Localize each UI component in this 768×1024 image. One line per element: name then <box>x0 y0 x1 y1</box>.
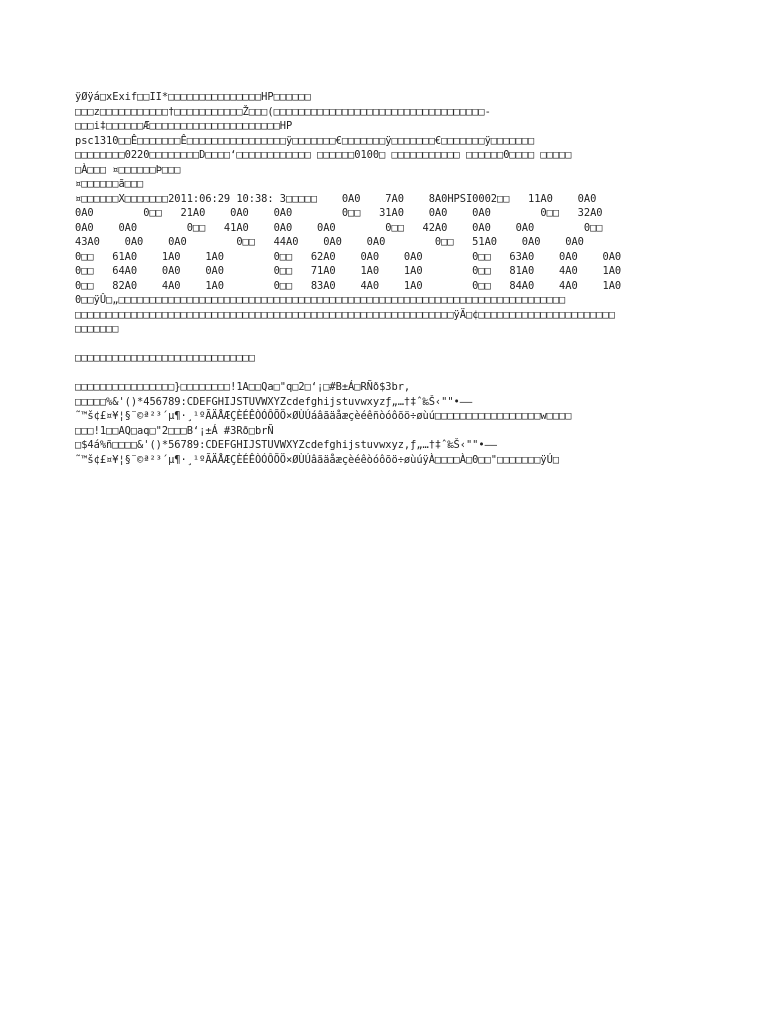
text-line: 0□□ 64A0 0A0 0A0 0□□ 71A0 1A0 1A0 0□□ 81A0 4A0 1A0 <box>75 265 622 277</box>
binary-text-dump <box>75 90 695 467</box>
text-line: ¤□□□□□□ã□□□ <box>75 178 144 190</box>
filler-glyph-line <box>75 351 695 366</box>
text-line: □À□□□ ¤□□□□□□Þ□□□ <box>75 163 181 176</box>
text-line: 0□□ÿÛ□„□□□□□□□□□□□□□□□□□□□□□□□□□□□□□□□□□□□□□□□□□□□□□□□□□□□□□□□□□□□□□□□□□□□□□□□□ <box>75 294 566 306</box>
text-line: □□□z□□□□□□□□□□□†□□□□□□□□□□□Ž□□□(□□□□□□□□□□□□□□□□□□□□□□□□□□□□□□□□□□- <box>75 105 491 118</box>
text-line: 0A0 0A0 0□□ 41A0 0A0 0A0 0□□ 42A0 0A0 0A0 0□□ <box>75 221 603 234</box>
text-line: ÿØÿá□xExif□□II*□□□□□□□□□□□□□□□HP□□□□□□ <box>75 91 311 103</box>
blank-line <box>75 366 695 381</box>
text-line: psc1310□□Ê□□□□□□□Ê□□□□□□□□□□□□□□□□ÿ□□□□□□□€□□□□□□□ÿ□□□□□□□€□□□□□□□ÿ□□□□□□□ <box>75 134 535 147</box>
text-line: □□□□□□□□□□□□□□□□}□□□□□□□□!1A□□Qa□"q□2□‘¡□#B±Á□RÑð$3br‚ <box>75 381 411 393</box>
huffman-table-text <box>75 380 695 467</box>
text-line: ˜™š¢£¤¥¦§¨©ª²³´µ¶·¸¹ºÃÄÅÆÇÈÉÊÒÓÔÕÖ×ØÙÚáâãäåæçèéêñòóôõö÷øùú□□□□□□□□□□□□□□□□□w□□□□ <box>75 410 572 422</box>
text-line: □□□□□□□ <box>75 323 119 335</box>
exif-header-text <box>75 90 695 337</box>
text-line: □□□i‡□□□□□□Æ□□□□□□□□□□□□□□□□□□□□□HP <box>75 120 293 132</box>
blank-line <box>75 337 695 352</box>
text-line: □□□□□□□□□□□□□□□□□□□□□□□□□□□□□ <box>75 352 255 364</box>
text-line: □$4á%ñ□□□□&'()*56789:CDEFGHIJSTUVWXYZcdefghijstuvwxyz‚ƒ„…†‡ˆ‰Š‹""•–— <box>75 439 497 451</box>
text-line: 0□□ 82A0 4A0 1A0 0□□ 83A0 4A0 1A0 0□□ 84A0 4A0 1A0 <box>75 279 622 292</box>
text-line: □□□□□%&'()*456789:CDEFGHIJSTUVWXYZcdefghijstuvwxyzƒ„…†‡ˆ‰Š‹""•–— <box>75 395 473 408</box>
text-line: □□□□□□□□0220□□□□□□□□D□□□□‘□□□□□□□□□□□□ □□□□□□0100□ □□□□□□□□□□□ □□□□□□0□□□□ □□□□□ <box>75 149 572 161</box>
text-line: 0A0 0□□ 21A0 0A0 0A0 0□□ 31A0 0A0 0A0 0□□ 32A0 <box>75 207 603 219</box>
text-line: □□□!1□□AQ□aq□"2□□□B‘¡±Á #3Rð□brÑ <box>75 424 274 437</box>
text-line: 0□□ 61A0 1A0 1A0 0□□ 62A0 0A0 0A0 0□□ 63A0 0A0 0A0 <box>75 250 622 263</box>
text-line: ¤□□□□□□X□□□□□□□2011:06:29 10:38: 3□□□□□ 0A0 7A0 8A0HPSI0002□□ 11A0 0A0 <box>75 192 597 205</box>
text-line: 43A0 0A0 0A0 0□□ 44A0 0A0 0A0 0□□ 51A0 0A0 0A0 <box>75 236 584 248</box>
text-line: □□□□□□□□□□□□□□□□□□□□□□□□□□□□□□□□□□□□□□□□□□□□□□□□□□□□□□□□□□□□□ÿÄ□¢□□□□□□□□□□□□□□□□□□□□□□ <box>75 308 615 321</box>
text-line: ˜™š¢£¤¥¦§¨©ª²³´µ¶·¸¹ºÃÄÅÆÇÈÉÊÒÓÔÕÖ×ØÙÚâãäåæçèéêòóôõö÷øùúÿÀ□□□□À□0□□"□□□□□□□ÿÚ□ <box>75 453 560 466</box>
